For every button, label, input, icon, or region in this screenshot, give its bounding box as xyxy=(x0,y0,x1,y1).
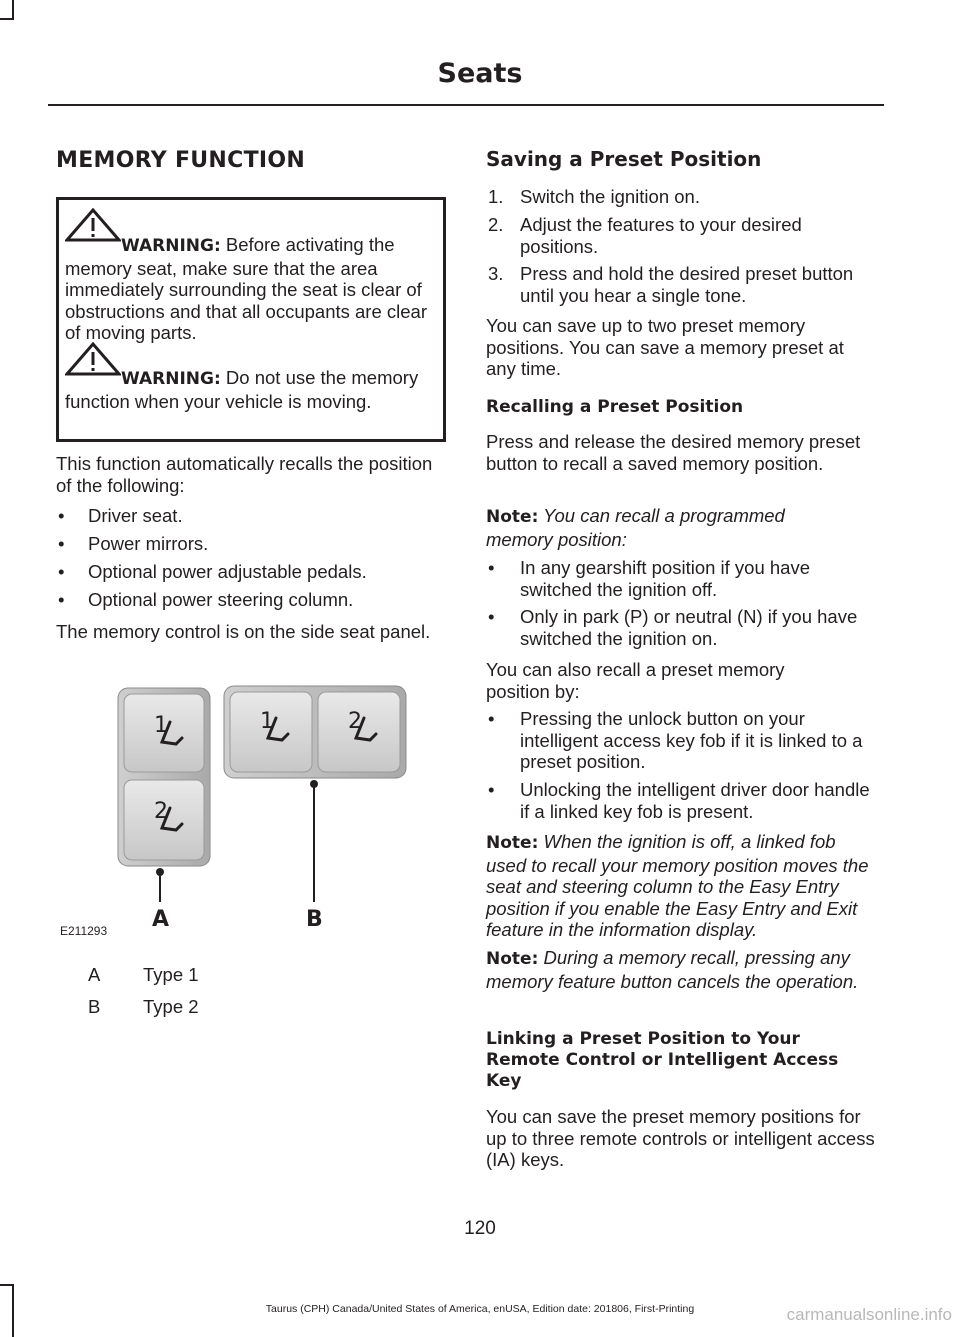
edition-line: Taurus (CPH) Canada/United States of America, enUSA, Edition date: 201806, First-Printing xyxy=(265,1303,695,1315)
page-number: 120 xyxy=(464,1218,496,1239)
control-location-paragraph: The memory control is on the side seat panel. xyxy=(56,621,431,642)
button-number: 1 xyxy=(154,713,168,738)
recall-paragraph: Press and release the desired memory preset button to recall a saved memory position. xyxy=(486,431,861,474)
button-number: 1 xyxy=(260,709,274,734)
list-item-text: In any gearshift position if you have switched the ignition off. xyxy=(520,557,811,600)
list-item-text: Driver seat. xyxy=(88,505,183,526)
warning-text xyxy=(65,234,439,344)
step-number: 3. xyxy=(488,263,504,284)
linking-paragraph: You can save the preset memory positions for up to three remote controls or intelligent access (IA) keys. xyxy=(486,1106,875,1170)
subsection-heading: Saving a Preset Position xyxy=(486,147,762,171)
note-text: You can recall a programmed memory position: xyxy=(486,505,785,550)
list-item-text: Pressing the unlock button on your intelligent access key fob if it is linked to a preset position. xyxy=(520,708,863,772)
step-text: Switch the ignition on. xyxy=(520,186,700,207)
note-label: Note: xyxy=(486,833,539,853)
crop-mark xyxy=(0,18,14,20)
intro-paragraph: This function automatically recalls the position of the following: xyxy=(56,453,433,496)
legend-key: B xyxy=(88,996,101,1017)
button-number: 2 xyxy=(154,799,168,824)
button-number: 2 xyxy=(348,709,362,734)
note-text: When the ignition is off, a linked fob used to recall your memory position moves the seat and steering column to the Easy Entry position if you enable the Easy Entry and Exit feature in the information display. xyxy=(486,831,869,940)
callout-b: B xyxy=(306,907,323,932)
subsection-heading: Linking a Preset Position to Your Remote Control or Intelligent Access Key xyxy=(486,1029,839,1091)
subsection-heading: Recalling a Preset Position xyxy=(486,397,744,417)
list-item-text: Optional power adjustable pedals. xyxy=(88,561,367,582)
warning-body: Do not use the memory function when your vehicle is moving. xyxy=(65,367,419,412)
crop-mark xyxy=(12,0,14,20)
page-title: Seats xyxy=(437,58,523,89)
figure-id: E211293 xyxy=(60,924,108,938)
crop-mark xyxy=(0,1284,14,1286)
list-item-text: Only in park (P) or neutral (N) if you have switched the ignition on. xyxy=(520,606,858,649)
warning-text xyxy=(65,367,439,412)
section-heading: MEMORY FUNCTION xyxy=(56,148,306,173)
also-recall-paragraph: You can also recall a preset memory position by: xyxy=(486,659,785,702)
note-paragraph xyxy=(486,505,846,550)
legend-value: Type 2 xyxy=(143,996,199,1017)
step-number: 1. xyxy=(488,186,504,207)
save-info-paragraph: You can save up to two preset memory positions. You can save a memory preset at any time. xyxy=(486,315,844,379)
callout-a: A xyxy=(152,907,170,932)
warning-body: Before activating the memory seat, make sure that the area immediately surrounding the seat is clear of obstructions and that all occupants are clear of moving parts. xyxy=(65,234,427,343)
watermark: carmanualsonline.info xyxy=(786,1305,952,1324)
step-text: Adjust the features to your desired positions. xyxy=(520,214,802,257)
warning-box xyxy=(56,197,446,442)
memory-buttons-figure xyxy=(56,680,416,940)
legend-key: A xyxy=(88,964,101,985)
warning-label: WARNING: xyxy=(121,236,221,256)
note-text: During a memory recall, pressing any memory feature button cancels the operation. xyxy=(486,947,859,992)
step-text: Press and hold the desired preset button until you hear a single tone. xyxy=(520,263,854,306)
note-label: Note: xyxy=(486,949,539,969)
legend-value: Type 1 xyxy=(143,964,199,985)
note-paragraph xyxy=(486,947,880,992)
list-item-text: Optional power steering column. xyxy=(88,589,354,610)
warning-label: WARNING: xyxy=(121,369,221,389)
list-item-text: Power mirrors. xyxy=(88,533,209,554)
note-paragraph xyxy=(486,831,880,941)
header-divider xyxy=(48,104,884,106)
step-number: 2. xyxy=(488,214,504,235)
list-item-text: Unlocking the intelligent driver door handle if a linked key fob is present. xyxy=(520,779,870,822)
note-label: Note: xyxy=(486,507,539,527)
